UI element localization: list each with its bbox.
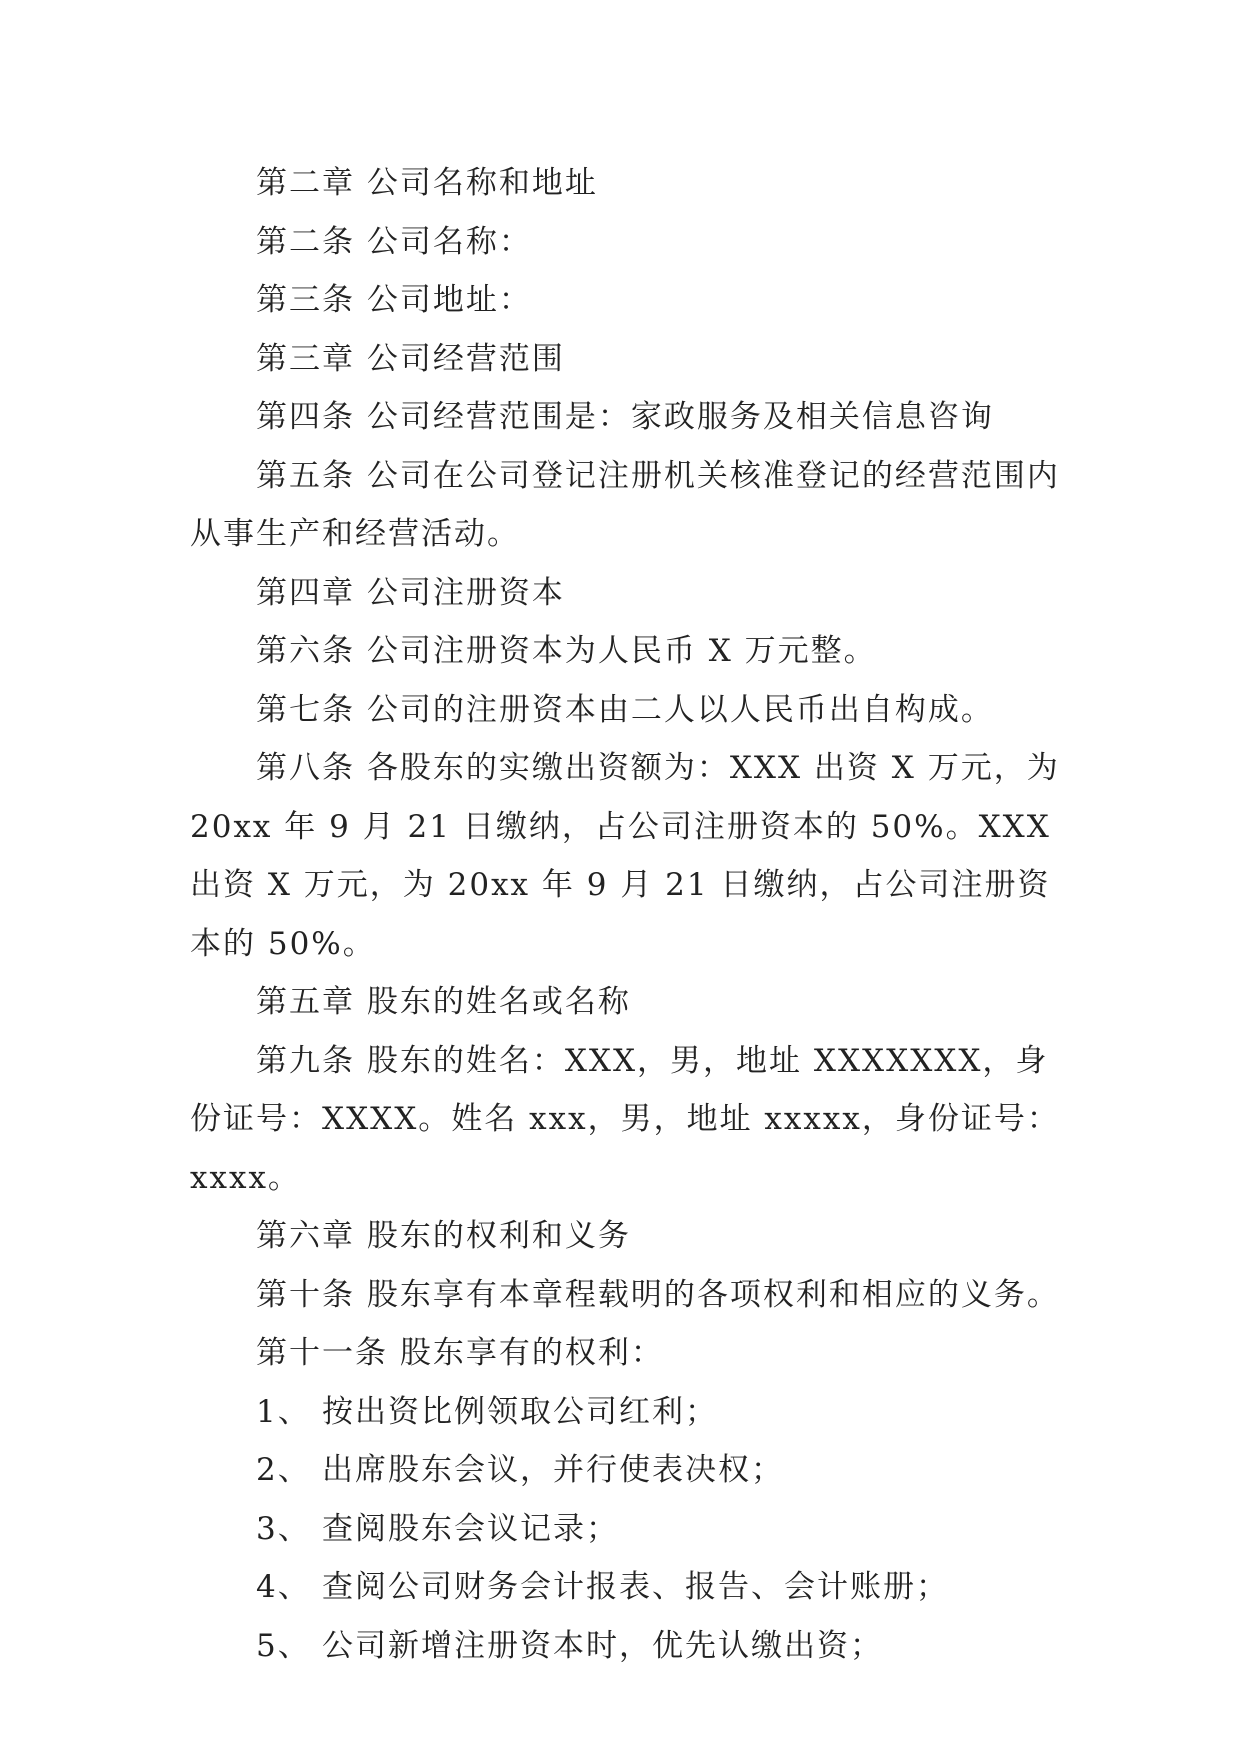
list-item-number: 4、 <box>256 1569 311 1605</box>
article-9: 第九条 股东的姓名：XXX，男，地址 XXXXXXX，身份证号：XXXX。姓名 xxx，男，地址 xxxxx，身份证号：xxxx。 <box>190 1042 1060 1196</box>
list-item-number: 3、 <box>256 1510 311 1547</box>
article-7: 第七条 公司的注册资本由二人以人民币出自构成。 <box>256 691 994 728</box>
list-item-text: 按出资比例领取公司红利； <box>322 1393 718 1430</box>
list-item-text: 查阅公司财务会计报表、报告、会计账册； <box>322 1569 949 1605</box>
article-3: 第三条 公司地址： <box>256 282 532 318</box>
document-body <box>190 154 1070 1675</box>
list-item <box>190 1500 1070 1559</box>
chapter-4-heading: 第四章 公司注册资本 <box>256 574 565 611</box>
list-item-text: 公司新增注册资本时，优先认缴出资； <box>322 1627 883 1664</box>
list-item-text: 查阅股东会议记录； <box>322 1510 619 1547</box>
list-item <box>190 1383 1070 1442</box>
list-item-number: 5、 <box>256 1627 311 1664</box>
article-11: 第十一条 股东享有的权利： <box>256 1335 664 1371</box>
article-5: 第五条 公司在公司登记注册机关核准登记的经营范围内从事生产和经营活动。 <box>190 457 1060 552</box>
article-4: 第四条 公司经营范围是：家政服务及相关信息咨询 <box>256 399 994 435</box>
chapter-3-heading: 第三章 公司经营范围 <box>256 340 565 377</box>
list-item <box>190 1441 1070 1500</box>
list-item <box>190 1617 1070 1676</box>
article-6: 第六条 公司注册资本为人民币 X 万元整。 <box>256 633 877 669</box>
chapter-2-heading: 第二章 公司名称和地址 <box>256 165 598 201</box>
article-10: 第十条 股东享有本章程载明的各项权利和相应的义务。 <box>256 1276 1060 1313</box>
chapter-6-heading: 第六章 股东的权利和义务 <box>256 1218 631 1254</box>
article-8: 第八条 各股东的实缴出资额为：XXX 出资 X 万元，为 20xx 年 9 月 21 日缴纳，占公司注册资本的 50%。XXX 出资 X 万元，为 20xx 年 9 月 21 日缴纳，占公司注册资本的 50%。 <box>190 750 1060 962</box>
list-item-number: 2、 <box>256 1452 311 1488</box>
list-item <box>190 1558 1070 1617</box>
chapter-5-heading: 第五章 股东的姓名或名称 <box>256 984 631 1020</box>
list-item-number: 1、 <box>256 1393 311 1430</box>
list-item-text: 出席股东会议，并行使表决权； <box>322 1452 784 1488</box>
article-2: 第二条 公司名称： <box>256 223 532 260</box>
